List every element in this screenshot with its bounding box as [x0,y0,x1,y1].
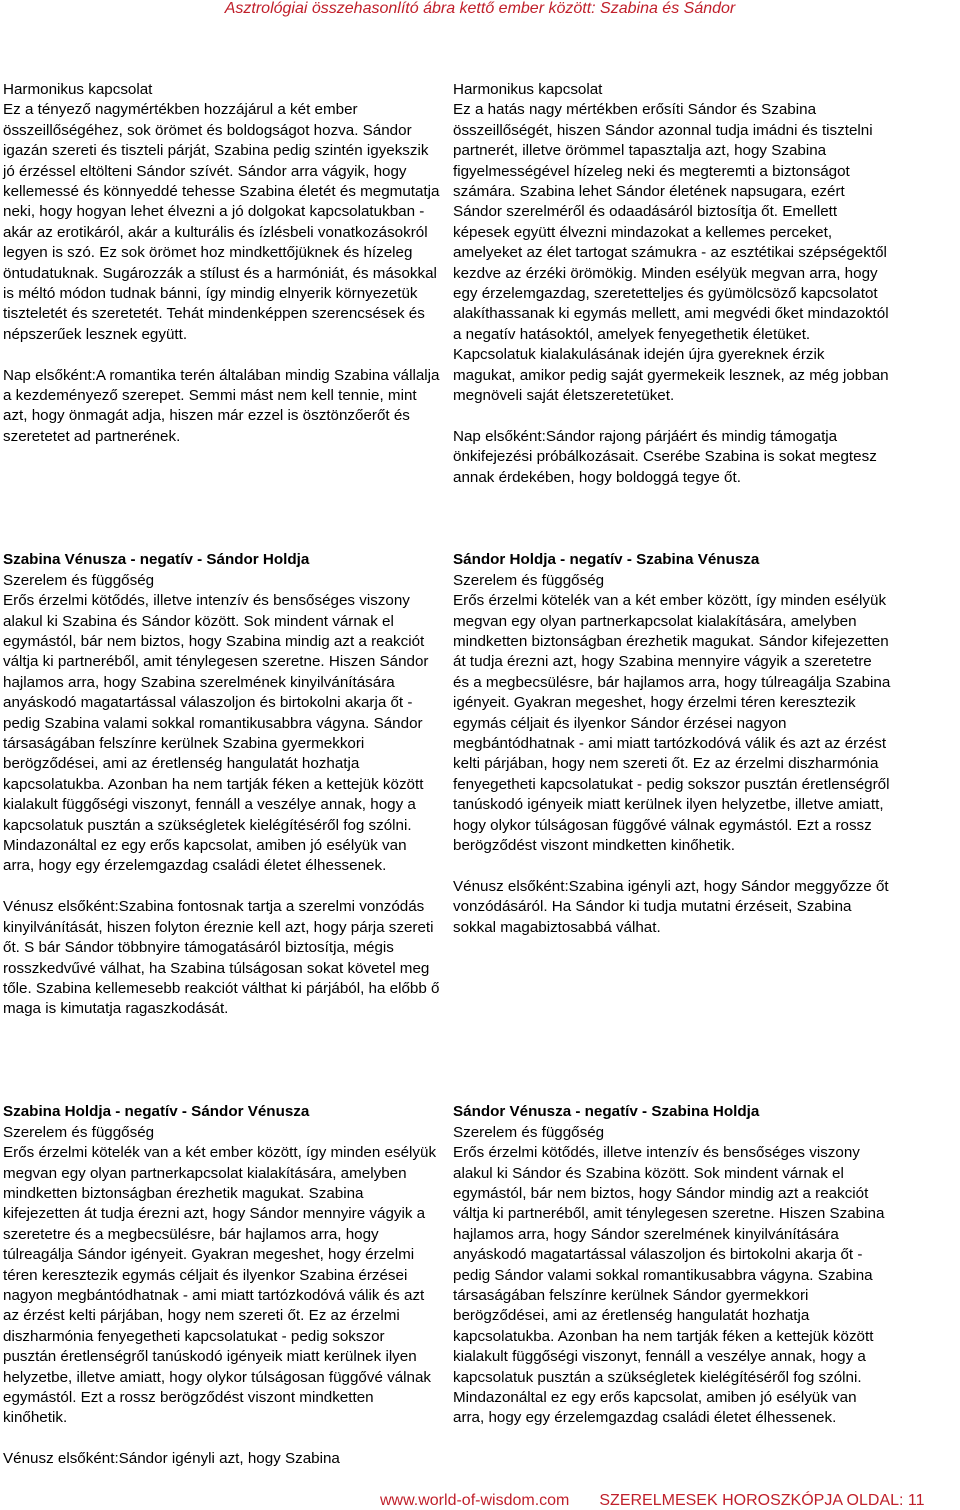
paragraph: Ez a tényező nagymértékben hozzájárul a két ember összeillőségéhez, sok örömet és boldogságot hozva. Sándor igazán szereti és tiszteli párját, Szabina pedig szintén igyekszik jó érzéssel eltölteni Sándor szívét. Sándor arra vágyik, hogy kellemessé és könnyeddé tehesse Szabina életét és megmutatja neki, hogy hogyan lehet élvezni a jó dolgokat kapcsolatukban - akár az erotikáról, akár a kulturális és ízlésbeli vonatkozásokról legyen is szó. Ez sok örömet hoz mindkettőjüknek és hízeleg öntudatuknak. Sugározzák a stílust és a harmóniát, és másokkal is méltó módon tudnak bánni, így mindig elnyerik környezetük tiszteletét és szeretetét. Tehát mindenképpen szerencsések és népszerűek lesznek együtt. [3,101,440,343]
section-harmonious-left [3,80,441,447]
section-title: Sándor Vénusza - negatív - Szabina Holdja [453,1103,760,1121]
paragraph: Ez a hatás nagy mértékben erősíti Sándor és Szabina összeillőségét, hiszen Sándor azonnal tudja imádni és tisztelni partnerét, illetve örömmel tapasztalja azt, hogy Szabina figyelmességével hízeleg neki és megteremti a biztonságot számára. Szabina lehet Sándor életének napsugara, ezért Sándor szerelméről és odaadásáról biztosítja őt. Emellett képesek együtt élvezni mindazokat a kellemes perceket, amelyeket az élet tartogat számukra - az esztétikai szépségektől kezdve az érzéki örömökig. Minden esélyük megvan arra, hogy egy érzelemgazdag, szeretetteljes és gyümölcsöző kapcsolatot alakíthassanak ki egymás mellett, ami megvédi őket mindazoktól a negatív hatásoktól, amelyek fenyegethetik életüket. Kapcsolatuk kialakulásának idején újra gyereknek érzik magukat, amikor pedig saját gyermekeik lesznek, az még jobban megnöveli saját életszeretetüket. [453,101,889,405]
footer-page-number: SZERELMESEK HOROSZKÓPJA OLDAL: 11 [599,1492,925,1509]
section-subtitle: Szerelem és függőség [453,571,605,589]
section-label: Harmonikus kapcsolat [453,81,603,98]
paragraph: Nap elsőként:A romantika terén általában mindig Szabina vállalja a kezdeményező szerepet. Semmi mást nem kell tennie, mint azt, hogy önmagát adja, hiszen már ezzel is ösztönzőerőt és szeretetet ad partnerének. [3,366,440,445]
section-title: Sándor Holdja - negatív - Szabina Vénusza [453,551,760,569]
paragraph: Vénusz elsőként:Szabina fontosnak tartja a szerelmi vonzódás kinyilvánítását, hiszen folyton éreznie kell azt, hogy párja szereti őt. S bár Sándor többnyire támogatásáról biztosítja, mégis rosszkedvűvé válhat, ha Szabina túlságosan sokat követel meg tőle. Szabina kellemesebb reakciót válthat ki párjából, ha előbb ő maga is kimutatja ragaszkodását. [3,898,440,1018]
page-header-title: Asztrológiai összehasonlító ábra kettő ember között: Szabina és Sándor [224,0,736,17]
section-title: Szabina Vénusza - negatív - Sándor Holdja [3,551,310,569]
section-title: Szabina Holdja - negatív - Sándor Vénusza [3,1103,310,1121]
section-subtitle: Szerelem és függőség [3,571,155,589]
left-column [3,80,441,1468]
section-venus-moon-left [3,550,441,1019]
section-venus-moon-right [453,1102,891,1429]
page-footer [380,1492,925,1510]
section-subtitle: Szerelem és függőség [3,1123,155,1141]
paragraph: Erős érzelmi kötelék van a két ember között, így minden esélyük megvan egy olyan partnerkapcsolat kialakítására, amelyben mindketten biztonságban érezhetik magukat. Szabina kifejezetten át tudja érezni azt, hogy Sándor mennyire vágyik a szeretetre és a megbecsülésre, bár hajlamos arra, hogy túlreagálja Sándor igényeit. Gyakran megeshet, hogy érzelmi téren keresztezik egymás céljait és ilyenkor Szabina érzései nagyon megbántódhatnak - ami miatt tartózkodóvá válik és azt az érzést kelti párjában, hogy nem szereti őt. Ez az érzelmi diszharmónia fenyegetheti kapcsolatukat - pedig sokszor pusztán éretlenségről tanúskodó igényeik miatt kerülnek ilyen helyzetbe, illetve amiatt, hogy olykor túlságosan függővé válnak egymástól. Ezt a rossz berögződést viszont mindketten kinőhetik. [3,1144,437,1427]
paragraph: Vénusz elsőként:Sándor igényli azt, hogy Szabina [3,1450,340,1468]
footer-site-link[interactable]: www.world-of-wisdom.com [380,1492,570,1509]
paragraph: Erős érzelmi kötelék van a két ember között, így minden esélyük megvan egy olyan partnerkapcsolat kialakítására, amelyben mindketten biztonságban érezhetik magukat. Sándor kifejezetten át tudja érezni azt, hogy Szabina mennyire vágyik a szeretetre és a megbecsülésre, bár hajlamos arra, hogy túlreagálja Szabina igényeit. Gyakran megeshet, hogy érzelmi téren keresztezik egymás céljait és ilyenkor Sándor érzései nagyon megbántódhatnak - ami miatt tartózkodóvá válik és azt az érzést kelti párjában, hogy nem szereti őt. Ez az érzelmi diszharmónia fenyegetheti kapcsolatukat - pedig sokszor pusztán éretlenségről tanúskodó igényeik miatt kerülnek ilyen helyzetbe, illetve amiatt, hogy olykor túlságosan függővé válnak egymástól. Ezt a rossz berögződést viszont mindketten kinőhetik. [453,592,891,855]
section-moon-venus-right [453,550,891,938]
right-column [453,80,891,1427]
paragraph: Vénusz elsőként:Szabina igényli azt, hogy Sándor meggyőzze őt vonzódásáról. Ha Sándor ki tudja mutatni érzéseit, Szabina sokkal magabiztosabbá válhat. [453,877,889,936]
section-label: Harmonikus kapcsolat [3,81,153,98]
section-moon-venus-left [3,1102,441,1469]
paragraph: Erős érzelmi kötődés, illetve intenzív és bensőséges viszony alakul ki Szabina és Sándor között. Sok mindent várnak el egymástól, bár nem biztos, hogy Szabina mindig azt a reakciót váltja ki partneréből, amit ténylegesen szeretne. Hiszen Sándor hajlamos arra, hogy Szabina szerelmének kinyilvánítására anyáskodó magatartással válaszoljon és birtokolni akarja őt - pedig Szabina valami sokkal romantikusabbra vágyna. Sándor társaságában felszínre kerülnek Szabina gyermekkori berögződései, ami az éretlenség hangulatát hozhatja kapcsolatukba. Azonban ha nem tartják féken a kettejük között kialakult függőségi viszonyt, fennáll a veszélye annak, hogy a kapcsolatuk pusztán a szükségletek kielégítéséről fog szólni. Mindazonáltal ez egy erős kapcsolat, amiben jó esélyük van arra, hogy egy érzelemgazdag családi életet élhessenek. [3,592,429,875]
paragraph: Nap elsőként:Sándor rajong párjáért és mindig támogatja önkifejezési próbálkozásait. Cserébe Szabina is sokat megtesz annak érdekében, hogy boldoggá tegye őt. [453,427,877,486]
section-harmonious-right [453,80,891,488]
paragraph: Erős érzelmi kötődés, illetve intenzív és bensőséges viszony alakul ki Sándor és Szabina között. Sok mindent várnak el egymástól, bár nem biztos, hogy Sándor mindig azt a reakciót váltja ki partneréből, amit ténylegesen szeretne. Hiszen Szabina hajlamos arra, hogy Sándor szerelmének kinyilvánítására anyáskodó magatartással válaszoljon és birtokolni akarja őt - pedig Sándor valami sokkal romantikusabbra vágyna. Szabina társaságában felszínre kerülnek Sándor gyermekkori berögződései, ami az éretlenség hangulatát hozhatja kapcsolatukba. Azonban ha nem tartják féken a kettejük között kialakult függőségi viszonyt, fennáll a veszélye annak, hogy a kapcsolatuk pusztán a szükségletek kielégítéséről fog szólni. Mindazonáltal ez egy erős kapcsolat, amiben jó esélyük van arra, hogy egy érzelemgazdag családi életet élhessenek. [453,1144,885,1427]
section-subtitle: Szerelem és függőség [453,1123,605,1141]
